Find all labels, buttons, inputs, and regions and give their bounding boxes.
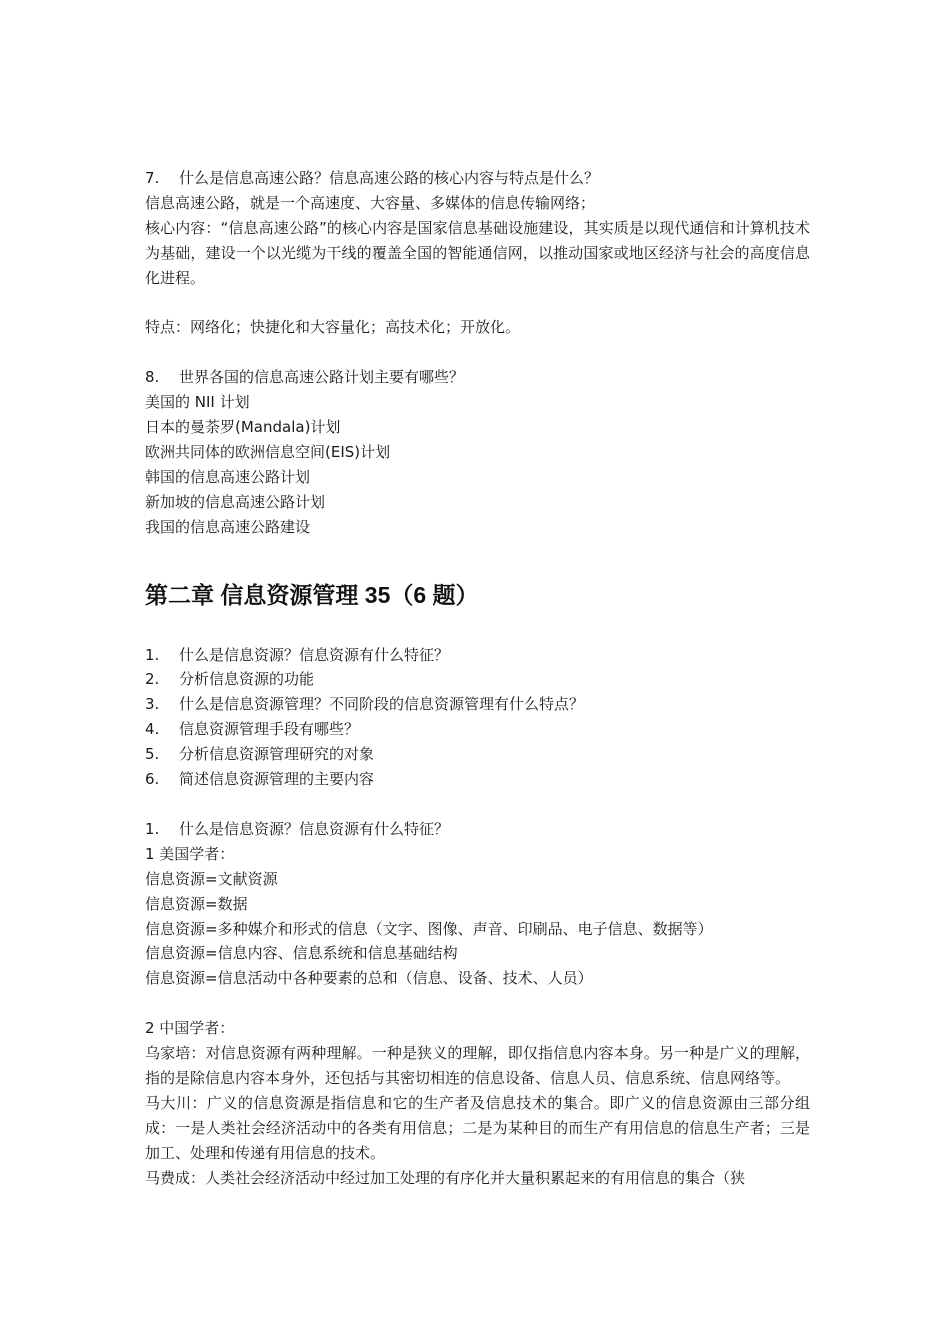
us-scholars-label: 1 美国学者： [145,844,235,863]
cn-scholar-paragraph: 马大川：广义的信息资源是指信息和它的生产者及信息技术的集合。即广义的信息资源由三部分组成：一是人类社会经济活动中的各类有用信息；二是为某种目的而生产有用信息的信息生产者；三是加工、处理和传递有用信息的技术。 [145,1093,810,1162]
q8-number: 8. [145,368,160,387]
chapter-heading: 第二章 信息资源管理 35（6 题） [145,581,479,608]
q7-question: 什么是信息高速公路？信息高速公路的核心内容与特点是什么？ [179,169,600,187]
cn-scholar-paragraph: 马费成：人类社会经济活动中经过加工处理的有序化并大量积累起来的有用信息的集合（狭 [145,1168,746,1187]
chapter-question: 2. 分析信息资源的功能 [145,670,315,689]
q7-question-line [145,166,810,191]
q8-question-line [145,365,810,390]
chapter-question: 5. 分析信息资源管理研究的对象 [145,745,375,764]
us-definition-item: 信息资源=文献资源 [145,869,278,888]
cn-scholars-label: 2 中国学者： [145,1019,235,1038]
q7-core-content: 核心内容：“信息高速公路”的核心内容是国家信息基础设施建设，其实质是以现代通信和计算机技术为基础，建设一个以光缆为干线的覆盖全国的智能通信网，以推动国家或地区经济与社会的高度信息化进程。 [145,218,810,287]
q8-item: 新加坡的信息高速公路计划 [145,492,326,511]
q8-item: 我国的信息高速公路建设 [145,517,311,536]
chapter-question: 4. 信息资源管理手段有哪些？ [145,720,360,739]
chapter-question: 3. 什么是信息资源管理？不同阶段的信息资源管理有什么特点？ [145,695,585,714]
q8-item: 美国的 NII 计划 [145,393,250,412]
q7-number: 7. [145,169,160,187]
q7-features: 特点：网络化；快捷化和大容量化；高技术化；开放化。 [145,318,521,337]
q7-definition: 信息高速公路，就是一个高速度、大容量、多媒体的信息传输网络； [145,193,596,212]
us-definition-item: 信息资源=多种媒介和形式的信息（文字、图像、声音、印刷品、电子信息、数据等） [145,919,713,938]
q8-item: 日本的曼荼罗(Mandala)计划 [145,418,341,437]
q8-item: 欧洲共同体的欧洲信息空间(EIS)计划 [145,442,391,461]
us-definition-item: 信息资源=信息活动中各种要素的总和（信息、设备、技术、人员） [145,969,593,988]
answer1-question-line: 1. 什么是信息资源？信息资源有什么特征？ [145,819,450,838]
cn-scholar-paragraph: 乌家培：对信息资源有两种理解。一种是狭义的理解，即仅指信息内容本身。另一种是广义的理解，指的是除信息内容本身外，还包括与其密切相连的信息设备、信息人员、信息系统、信息网络等。 [145,1044,810,1087]
us-definition-item: 信息资源=信息内容、信息系统和信息基础结构 [145,944,458,963]
us-definition-item: 信息资源=数据 [145,894,248,913]
chapter-question: 6. 简述信息资源管理的主要内容 [145,770,375,789]
chapter-question: 1. 什么是信息资源？信息资源有什么特征？ [145,645,450,664]
q8-item: 韩国的信息高速公路计划 [145,467,311,486]
document-page [145,166,810,1190]
q8-question: 世界各国的信息高速公路计划主要有哪些？ [179,368,465,387]
